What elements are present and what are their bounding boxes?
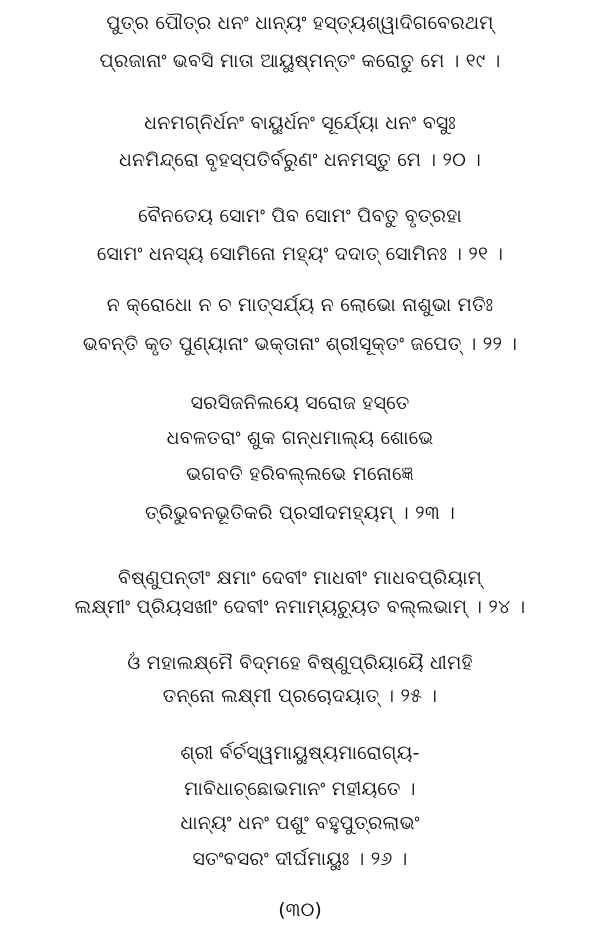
verse-26-line-1: ଶ୍ରୀ ର୍ବର୍ଚସ୍ୱମାୟୁଷ୍ୟମାରୋଗ୍ୟ- <box>180 742 420 764</box>
verse-24-line-2: ଲକ୍ଷ୍ମୀଂ ପ୍ରିୟସଖୀଂ ଦେବୀଂ ନମାମ୍ୟଚ୍ୟୁତ ବଲ୍ଲଭାମ୍ । ୨୪ । <box>74 596 526 618</box>
verse-23-line-2: ଧବଳତରାଂ ଶୁକ ଗନ୍ଧମାଲ୍ୟ ଶୋଭେ <box>166 427 434 449</box>
verse-20-line-1: ଧନମଗ୍ନିର୍ଧନଂ ବାୟୁର୍ଧନଂ ସୂର୍ଯ୍ୟୋ ଧନଂ ବସୁଃ <box>144 112 456 134</box>
verse-25-line-2: ତନ୍ନୋ ଲକ୍ଷ୍ମୀ ପ୍ରଚୋଦୟାତ୍ । ୨୫ । <box>162 685 438 707</box>
verse-23-line-1: ସରସିଜନିଲୟେ ସରୋଜ ହସ୍ତେ <box>190 392 410 414</box>
verse-22-line-1: ନ କ୍ରୋଧୋ ନ ଚ ମାତ୍ସର୍ଯ୍ୟ ନ ଲୋଭୋ ନାଶୁଭା ମତିଃ <box>106 294 494 316</box>
verse-26-line-4: ସତଂବସରଂ ଦୀର୍ଘମାୟୁଃ । ୨୬ । <box>192 848 408 870</box>
verse-26-line-2: ମାବିଧାଚ୍ଛୋଭମାନଂ ମହୀୟତେ । <box>184 778 416 800</box>
verse-21-line-1: ବୈନତେୟ ସୋମଂ ପିବ ସୋମଂ ପିବତୁ ବୃତ୍ରହା <box>138 205 462 227</box>
page-number: (୩୦) <box>278 899 322 921</box>
verse-23-line-4: ତ୍ରିଭୁବନଭୂତିକରି ପ୍ରସୀଦମହ୍ୟମ୍ । ୨୩ । <box>145 502 455 524</box>
verse-20-line-2: ଧନମିନ୍ଦ୍ରୋ ବୃହସ୍ପତିର୍ବରୁଣଂ ଧନମସ୍ତୁ ମେ । ୨୦ । <box>118 149 482 171</box>
verse-22-line-2: ଭବନ୍ତି କୃତ ପୁଣ୍ୟାନାଂ ଭକ୍ତାନାଂ ଶ୍ରୀସୂକ୍ତଂ ଜପେତ୍ । ୨୨ । <box>82 333 518 355</box>
verse-24-line-1: ବିଷ୍ଣୁପନ୍ତୀଂ କ୍ଷମାଂ ଦେବୀଂ ମାଧବୀଂ ମାଧବପ୍ରିୟାମ୍ <box>117 567 483 589</box>
verse-19-line-1: ପୁତ୍ର ପୌତ୍ର ଧନଂ ଧାନ୍ୟଂ ହସ୍ତ୍ୟଶ୍ୱାଦିଗବେରଥମ୍ <box>106 12 494 34</box>
verse-25-line-1: ଓଁ ମହାଲକ୍ଷ୍ମୈ ବିଦ୍ମହେ ବିଷ୍ଣୁପ୍ରିୟାୟୈ ଧୀମହି <box>127 652 473 674</box>
verse-19-line-2: ପ୍ରଜାନାଂ ଭବସି ମାତା ଆୟୁଷ୍ମନ୍ତଂ କରୋତୁ ମେ । ୧୯ । <box>99 50 501 72</box>
verse-26-line-3: ଧାନ୍ୟଂ ଧନଂ ପଶୁଂ ବହୁପୁତ୍ରଲାଭଂ <box>180 812 420 834</box>
verse-21-line-2: ସୋମଂ ଧନସ୍ୟ ସୋମିନୋ ମହ୍ୟଂ ଦଦାତ୍ ସୋମିନଃ । ୨୧ । <box>96 243 504 265</box>
verse-23-line-3: ଭଗବତି ହରିବଲ୍ଲଭେ ମନୋଜ୍ଞେ <box>186 463 414 485</box>
